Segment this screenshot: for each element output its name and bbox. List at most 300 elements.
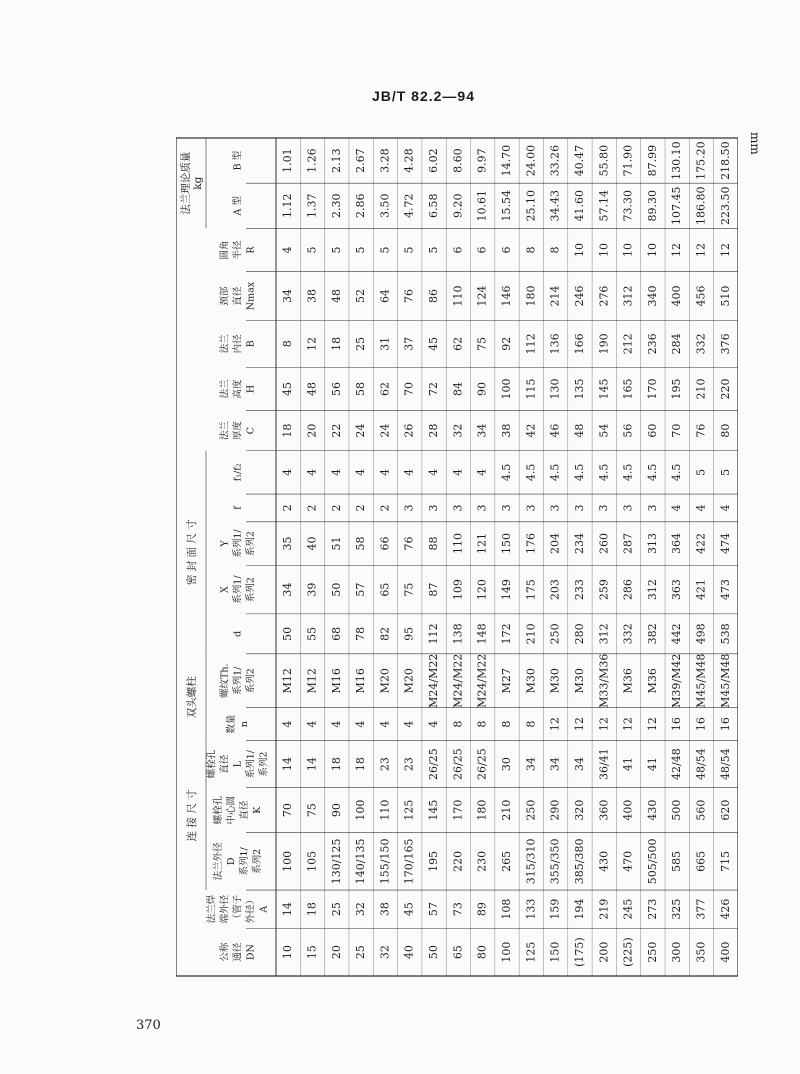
cell-R: 6	[475, 246, 489, 254]
cell-N: 214	[548, 285, 562, 307]
cell-f: 3	[427, 504, 441, 512]
cell-R: 4	[281, 246, 295, 254]
cell-C: 56	[621, 423, 635, 438]
cell-R: 10	[621, 243, 635, 258]
cell-X: 50	[329, 582, 343, 597]
cell-mA: 9.20	[451, 193, 465, 218]
column-header-line: DN	[245, 944, 257, 961]
cell-mA: 1.37	[305, 193, 319, 218]
column-header-X	[220, 575, 257, 604]
cell-mA: 3.50	[378, 193, 392, 218]
cell-d: 332	[621, 623, 635, 645]
cell-Th: M24/M22	[427, 653, 441, 708]
cell-DN: 300	[670, 941, 684, 963]
cell-mB: 6.02	[427, 148, 441, 173]
cell-B: 45	[427, 336, 441, 351]
cell-Th: M27	[500, 668, 513, 694]
cell-B: 190	[597, 333, 611, 355]
cell-C: 38	[500, 423, 513, 438]
cell-Y: 110	[451, 533, 465, 555]
column-header-line: 螺纹Th.	[219, 663, 231, 698]
column-header-line: H	[245, 384, 257, 394]
cell-X: 34	[281, 582, 295, 597]
cell-n: 4	[402, 720, 416, 728]
cell-f: 3	[621, 504, 635, 512]
cell-DN: 125	[524, 941, 538, 963]
cell-K: 430	[645, 799, 659, 821]
cell-n: 12	[572, 717, 586, 732]
column-header-f	[233, 505, 244, 510]
cell-K: 620	[718, 799, 732, 821]
cell-H: 130	[548, 378, 562, 400]
column-header-Y	[220, 529, 257, 558]
cell-R: 5	[427, 246, 441, 254]
column-header-line: K	[252, 806, 263, 814]
cell-d: 55	[305, 626, 319, 641]
cell-f1f2: 4	[427, 468, 441, 476]
column-header-line: 厚度	[232, 421, 244, 441]
cell-D: 470	[621, 850, 635, 872]
cell-f1f2: 4	[378, 468, 392, 476]
column-header-mA	[232, 196, 244, 217]
cell-f1f2: 4.5	[670, 463, 684, 482]
cell-H: 195	[670, 378, 684, 400]
cell-B: 18	[329, 336, 343, 351]
cell-C: 80	[718, 423, 732, 438]
cell-R: 5	[378, 246, 392, 254]
column-header-line: f₁/f₂	[232, 463, 244, 482]
column-header-line: 系列2	[245, 531, 257, 557]
cell-Th: M30	[572, 668, 586, 694]
cell-N: 400	[670, 285, 684, 307]
cell-f: 3	[524, 504, 538, 512]
cell-D: 130/125	[329, 838, 343, 885]
cell-A: 57	[427, 902, 441, 917]
cell-f1f2: 4	[451, 468, 465, 476]
cell-N: 146	[500, 285, 513, 307]
cell-K: 360	[597, 799, 611, 821]
cell-B: 332	[694, 333, 708, 355]
cell-n: 16	[670, 717, 684, 732]
cell-A: 45	[402, 902, 416, 917]
cell-L: 48/54	[694, 748, 708, 780]
cell-K: 170	[451, 799, 465, 821]
cell-N: 64	[378, 289, 392, 304]
cell-mB: 2.13	[329, 148, 343, 173]
cell-C: 76	[694, 423, 708, 438]
column-header-line: 法兰	[219, 421, 231, 441]
cell-A: 133	[524, 898, 538, 920]
cell-Th: M20	[402, 668, 416, 694]
column-header-line: Nmax	[245, 281, 257, 311]
column-header-L	[206, 749, 270, 778]
cell-X: 312	[645, 579, 659, 601]
standard-number: JB/T 82.2—94	[371, 88, 475, 104]
cell-f1f2: 4	[354, 468, 368, 476]
cell-R: 10	[597, 243, 611, 258]
cell-DN: 40	[402, 945, 416, 960]
cell-Th: M20	[378, 668, 392, 694]
cell-f1f2: 4	[402, 468, 416, 476]
column-header-line: 系列1/	[232, 529, 244, 558]
cell-Y: 204	[548, 533, 562, 555]
cell-N: 76	[402, 289, 416, 304]
cell-mA: 1.12	[281, 193, 295, 218]
column-header-line: L	[232, 760, 244, 768]
cell-B: 62	[451, 336, 465, 351]
cell-mA: 223.50	[718, 186, 732, 225]
cell-R: 12	[694, 243, 708, 258]
cell-L: 42/48	[670, 748, 684, 780]
cell-mB: 8.60	[451, 148, 465, 173]
cell-mA: 10.61	[475, 189, 489, 222]
cell-Th: M33/M36	[597, 653, 611, 708]
column-header-D	[212, 842, 263, 881]
cell-mA: 2.30	[329, 193, 343, 218]
cell-d: 68	[329, 626, 343, 641]
cell-Y: 234	[572, 533, 586, 555]
cell-f1f2: 4.5	[572, 463, 586, 482]
cell-H: 210	[694, 378, 708, 400]
column-header-Th	[219, 664, 257, 698]
cell-mA: 89.30	[645, 189, 659, 222]
cell-n: 8	[500, 720, 513, 728]
column-header-line: 数量	[226, 714, 237, 734]
cell-DN: 80	[475, 945, 489, 960]
cell-f: 3	[402, 504, 416, 512]
cell-B: 376	[718, 333, 732, 355]
cell-R: 10	[645, 243, 659, 258]
cell-f1f2: 4	[475, 468, 489, 476]
cell-f: 4	[694, 504, 708, 512]
unit-label: mm	[748, 132, 762, 155]
cell-N: 276	[597, 285, 611, 307]
cell-R: 6	[451, 246, 465, 254]
cell-R: 10	[572, 243, 586, 258]
cell-Th: M45/M48	[718, 653, 732, 708]
cell-Y: 40	[305, 536, 319, 551]
cell-DN: 400	[718, 941, 732, 963]
cell-mB: 87.99	[645, 144, 659, 177]
cell-d: 112	[427, 623, 441, 645]
cell-C: 54	[597, 423, 611, 438]
column-header-R	[219, 240, 257, 260]
cell-f1f2: 5	[718, 468, 732, 476]
cell-d: 50	[281, 626, 295, 641]
cell-X: 473	[718, 579, 732, 601]
column-header-line: 系列1/	[239, 847, 250, 876]
cell-mB: 1.26	[305, 148, 319, 173]
cell-H: 84	[451, 381, 465, 396]
cell-n: 4	[329, 720, 343, 728]
cell-mB: 3.28	[378, 148, 392, 173]
cell-N: 52	[354, 289, 368, 304]
cell-Th: M45/M48	[694, 653, 708, 708]
column-header-line: 系列2	[258, 751, 270, 777]
cell-B: 12	[305, 336, 319, 351]
column-header-line: 颈部	[219, 286, 231, 306]
cell-mB: 14.70	[500, 144, 513, 177]
cell-H: 48	[305, 381, 319, 396]
column-header-line: 外径）	[245, 894, 257, 924]
cell-DN: 10	[281, 945, 295, 960]
cell-N: 180	[524, 285, 538, 307]
group-header-line: kg	[192, 176, 204, 190]
cell-H: 165	[621, 378, 635, 400]
cell-L: 23	[378, 757, 392, 772]
cell-Y: 313	[645, 533, 659, 555]
cell-mB: 2.67	[354, 148, 368, 173]
cell-D: 220	[451, 850, 465, 872]
cell-B: 112	[524, 333, 538, 355]
column-header-line: 直径	[232, 286, 244, 306]
cell-n: 4	[354, 720, 368, 728]
cell-D: 430	[597, 850, 611, 872]
cell-mB: 71.90	[621, 144, 635, 177]
cell-A: 273	[645, 898, 659, 920]
cell-f1f2: 4.5	[621, 463, 635, 482]
cell-N: 246	[572, 285, 586, 307]
cell-A: 38	[378, 902, 392, 917]
cell-Y: 58	[354, 536, 368, 551]
cell-H: 220	[718, 378, 732, 400]
cell-mA: 2.86	[354, 193, 368, 218]
cell-B: 37	[402, 336, 416, 351]
cell-R: 8	[524, 246, 538, 254]
cell-R: 5	[305, 246, 319, 254]
cell-X: 363	[670, 579, 684, 601]
column-header-line: 半径	[232, 240, 244, 260]
cell-X: 259	[597, 579, 611, 601]
cell-X: 65	[378, 582, 392, 597]
cell-Th: M24/M22	[475, 653, 489, 708]
cell-K: 210	[500, 799, 513, 821]
cell-L: 36/41	[597, 748, 611, 780]
cell-Th: M30	[524, 668, 538, 694]
cell-Y: 66	[378, 536, 392, 551]
cell-D: 355/350	[548, 838, 562, 885]
cell-L: 18	[354, 757, 368, 772]
column-header-line: 高度	[232, 379, 244, 399]
cell-D: 140/135	[354, 838, 368, 885]
cell-A: 32	[354, 902, 368, 917]
cell-C: 26	[402, 423, 416, 438]
cell-mB: 130.10	[670, 141, 684, 180]
cell-H: 145	[597, 378, 611, 400]
cell-D: 315/310	[524, 838, 538, 885]
column-header-mB	[232, 150, 244, 170]
cell-B: 31	[378, 336, 392, 351]
cell-A: 194	[572, 898, 586, 920]
cell-f: 2	[305, 504, 319, 512]
cell-f1f2: 5	[694, 468, 708, 476]
cell-L: 26/25	[475, 748, 489, 780]
cell-d: 250	[548, 623, 562, 645]
cell-B: 25	[354, 336, 368, 351]
column-header-line: 端外径	[219, 894, 231, 924]
cell-mB: 9.97	[475, 148, 489, 173]
column-header-line: 螺栓孔	[213, 795, 224, 825]
cell-d: 138	[451, 623, 465, 645]
cell-N: 34	[281, 289, 295, 304]
column-header-f1f2	[233, 463, 244, 481]
cell-n: 16	[694, 717, 708, 732]
cell-K: 90	[329, 803, 343, 818]
cell-N: 86	[427, 289, 441, 304]
cell-f: 2	[329, 504, 343, 512]
cell-C: 20	[305, 423, 319, 438]
cell-Th: M12	[305, 668, 319, 694]
cell-R: 8	[548, 246, 562, 254]
cell-A: 25	[329, 902, 343, 917]
cell-mB: 1.01	[281, 148, 295, 173]
column-header-line: 系列1/	[232, 575, 244, 604]
cell-d: 82	[378, 626, 392, 641]
group-header-line: 连 接 尺 寸	[186, 789, 198, 842]
cell-f1f2: 4	[281, 468, 295, 476]
cell-mA: 41.60	[572, 189, 586, 222]
cell-Y: 150	[500, 533, 513, 555]
cell-N: 510	[718, 285, 732, 307]
cell-Th: M16	[354, 668, 368, 694]
cell-mB: 4.28	[402, 148, 416, 173]
cell-DN: 150	[548, 941, 562, 963]
cell-DN: 65	[451, 945, 465, 960]
cell-d: 210	[524, 623, 538, 645]
column-header-line: 中心圆	[226, 795, 237, 825]
cell-A: 108	[500, 898, 513, 920]
cell-mA: 25.10	[524, 189, 538, 222]
cell-f1f2: 4.5	[548, 463, 562, 482]
cell-mA: 4.72	[402, 193, 416, 218]
cell-L: 26/25	[451, 748, 465, 780]
cell-Y: 422	[694, 533, 708, 555]
cell-DN: 250	[645, 941, 659, 963]
cell-L: 26/25	[427, 748, 441, 780]
cell-R: 5	[329, 246, 343, 254]
column-header-line: （管子	[232, 894, 244, 924]
cell-f1f2: 4.5	[500, 463, 513, 482]
cell-H: 115	[524, 378, 538, 400]
cell-Th: M24/M22	[451, 653, 465, 708]
cell-A: 18	[305, 902, 319, 917]
cell-B: 92	[500, 336, 513, 351]
cell-D: 100	[281, 850, 295, 872]
page-number: 370	[136, 1018, 161, 1033]
cell-R: 12	[670, 243, 684, 258]
cell-C: 60	[645, 423, 659, 438]
column-header-line: 直径	[239, 800, 250, 820]
cell-f1f2: 4.5	[524, 463, 538, 482]
cell-DN: 50	[427, 945, 441, 960]
cell-f1f2: 4.5	[597, 463, 611, 482]
cell-Th: M30	[548, 668, 562, 694]
column-header-B	[219, 334, 257, 354]
cell-DN: 32	[378, 945, 392, 960]
cell-A: 325	[670, 898, 684, 920]
cell-C: 34	[475, 423, 489, 438]
cell-n: 8	[475, 720, 489, 728]
cell-L: 34	[524, 757, 538, 772]
cell-K: 110	[378, 799, 392, 821]
cell-C: 22	[329, 423, 343, 438]
cell-K: 145	[427, 799, 441, 821]
cell-H: 135	[572, 378, 586, 400]
cell-K: 560	[694, 799, 708, 821]
cell-H: 70	[402, 381, 416, 396]
group-header-mass	[179, 152, 204, 215]
cell-K: 500	[670, 799, 684, 821]
cell-K: 320	[572, 799, 586, 821]
cell-d: 148	[475, 623, 489, 645]
cell-R: 5	[354, 246, 368, 254]
cell-A: 14	[281, 902, 295, 917]
cell-Th: M39/M42	[670, 653, 684, 708]
cell-d: 280	[572, 623, 586, 645]
cell-n: 4	[281, 720, 295, 728]
column-header-line: 螺栓孔	[206, 749, 218, 779]
cell-Y: 474	[718, 533, 732, 555]
cell-f: 4	[670, 504, 684, 512]
cell-f: 3	[451, 504, 465, 512]
cell-f1f2: 4.5	[645, 463, 659, 482]
cell-f: 3	[500, 504, 513, 512]
column-header-line: 通径	[232, 942, 244, 962]
cell-H: 100	[500, 378, 513, 400]
cell-Y: 35	[281, 536, 295, 551]
cell-A: 89	[475, 902, 489, 917]
cell-n: 12	[597, 717, 611, 732]
cell-L: 14	[305, 757, 319, 772]
cell-K: 70	[281, 803, 295, 818]
column-header-line: 系列2	[245, 577, 257, 603]
column-header-line: 法兰	[219, 379, 231, 399]
cell-X: 175	[524, 579, 538, 601]
cell-f: 2	[354, 504, 368, 512]
cell-X: 75	[402, 582, 416, 597]
cell-f: 3	[572, 504, 586, 512]
cell-N: 312	[621, 285, 635, 307]
cell-Y: 76	[402, 536, 416, 551]
cell-mA: 15.54	[500, 189, 513, 222]
cell-B: 236	[645, 333, 659, 355]
column-header-H	[219, 379, 257, 399]
cell-n: 8	[451, 720, 465, 728]
cell-X: 39	[305, 582, 319, 597]
cell-Y: 176	[524, 533, 538, 555]
cell-Y: 287	[621, 533, 635, 555]
cell-H: 62	[378, 381, 392, 396]
cell-A: 159	[548, 898, 562, 920]
cell-B: 75	[475, 336, 489, 351]
cell-f: 3	[548, 504, 562, 512]
column-header-line: R	[245, 246, 257, 254]
column-header-line: 圆角	[219, 240, 231, 260]
cell-C: 24	[354, 423, 368, 438]
cell-C: 28	[427, 423, 441, 438]
flange-dimension-table	[176, 118, 738, 996]
cell-B: 166	[572, 333, 586, 355]
cell-n: 4	[305, 720, 319, 728]
column-header-line: 直径	[219, 754, 231, 774]
cell-DN: 200	[597, 941, 611, 963]
cell-mB: 55.80	[597, 144, 611, 177]
cell-L: 23	[402, 757, 416, 772]
cell-X: 57	[354, 582, 368, 597]
cell-d: 78	[354, 626, 368, 641]
cell-X: 421	[694, 579, 708, 601]
cell-X: 87	[427, 582, 441, 597]
